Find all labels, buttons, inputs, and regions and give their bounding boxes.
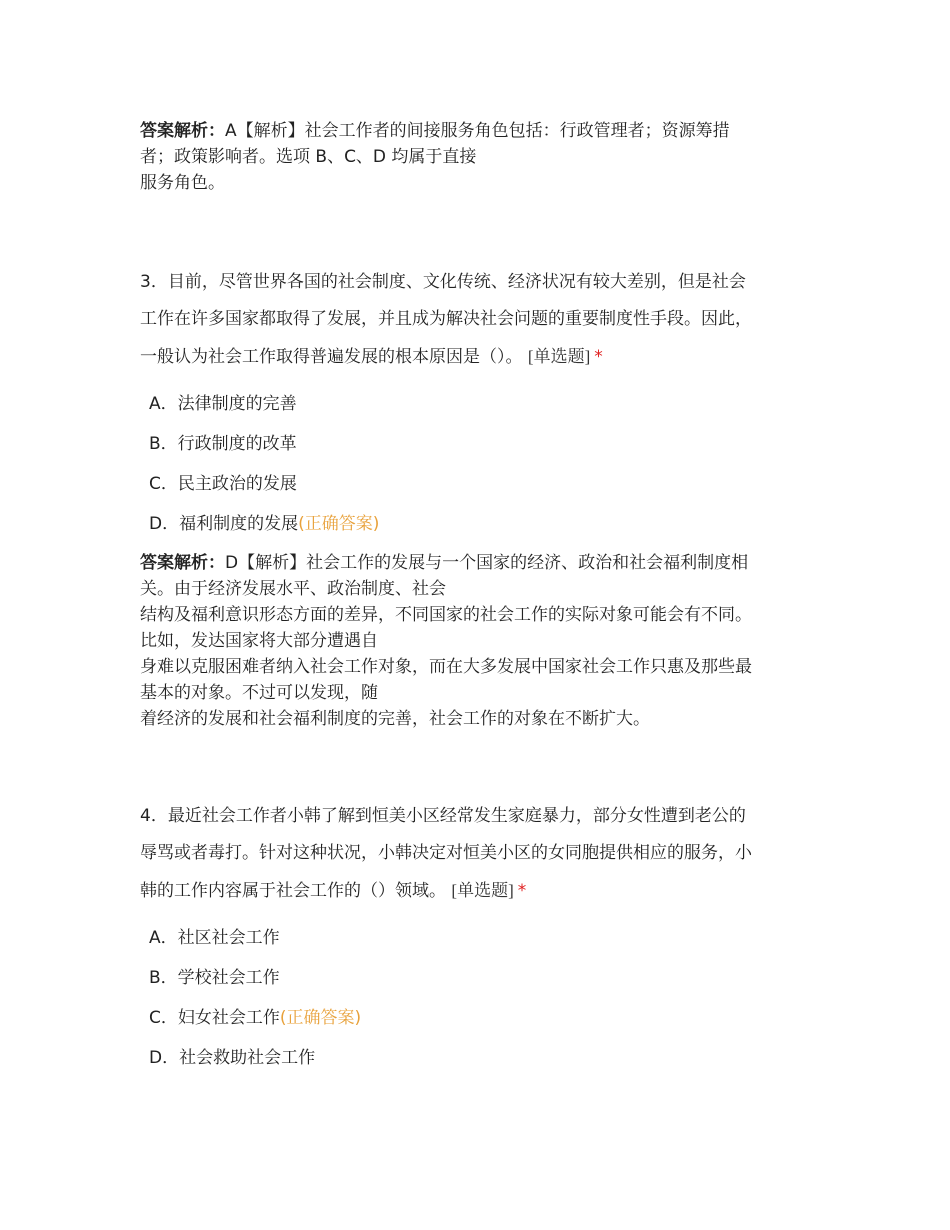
question-text: 辱骂或者毒打。针对这种状况，小韩决定对恒美小区的女同胞提供相应的服务，小 [140,843,752,863]
q4-option-c: C．妇女社会工作(正确答案) [149,1008,362,1028]
question-text: 3．目前，尽管世界各国的社会制度、文化传统、经济状况有较大差别，但是社会 [140,272,746,292]
question-text: 工作在许多国家都取得了发展，并且成为解决社会问题的重要制度性手段。因此， [140,309,752,329]
q3-option-a: A．法律制度的完善 [149,394,297,414]
analysis-text: 比如，发达国家将大部分遭遇自 [140,631,378,651]
correct-answer-mark: (正确答案) [279,1008,362,1028]
required-mark: * [517,881,527,901]
q4-stem [140,798,820,910]
analysis-text: 关。由于经济发展水平、政治制度、社会 [140,579,446,599]
question-type: [单选题] [451,881,514,900]
analysis-text: 身难以克服困难者纳入社会工作对象，而在大多发展中国家社会工作只惠及那些最 [140,657,752,677]
analysis-text: 结构及福利意识形态方面的差异，不同国家的社会工作的实际对象可能会有不同。 [140,605,752,625]
analysis-text: A【解析】社会工作者的间接服务角色包括：行政管理者；资源筹措 [225,121,730,141]
correct-answer-mark: (正确答案) [298,514,380,534]
analysis-text: D【解析】社会工作的发展与一个国家的经济、政治和社会福利制度相 [225,553,749,573]
analysis-label: 答案解析： [140,553,225,573]
required-mark: * [594,347,603,367]
q2-analysis [140,118,820,196]
question-text: 韩的工作内容属于社会工作的（）领域。 [140,881,446,901]
analysis-text: 者；政策影响者。选项 B、C、D 均属于直接 [140,147,477,167]
q3-option-d: D．福利制度的发展(正确答案) [149,514,380,534]
q4-option-a: A．社区社会工作 [149,928,280,948]
q4-option-b: B．学校社会工作 [149,968,280,988]
analysis-text: 服务角色。 [140,173,225,193]
question-text: 一般认为社会工作取得普遍发展的根本原因是（）。 [140,347,523,367]
question-text: 4．最近社会工作者小韩了解到恒美小区经常发生家庭暴力，部分女性遭到老公的 [140,806,746,826]
q3-option-b: B．行政制度的改革 [149,434,297,454]
q3-stem [140,264,820,376]
q3-option-c: C．民主政治的发展 [149,474,297,494]
analysis-label: 答案解析： [140,121,225,141]
q4-option-d: D．社会救助社会工作 [149,1048,316,1068]
q3-analysis [140,550,820,732]
analysis-text: 基本的对象。不过可以发现，随 [140,683,378,703]
analysis-text: 着经济的发展和社会福利制度的完善，社会工作的对象在不断扩大。 [140,709,650,729]
question-type: [单选题] [527,347,591,366]
